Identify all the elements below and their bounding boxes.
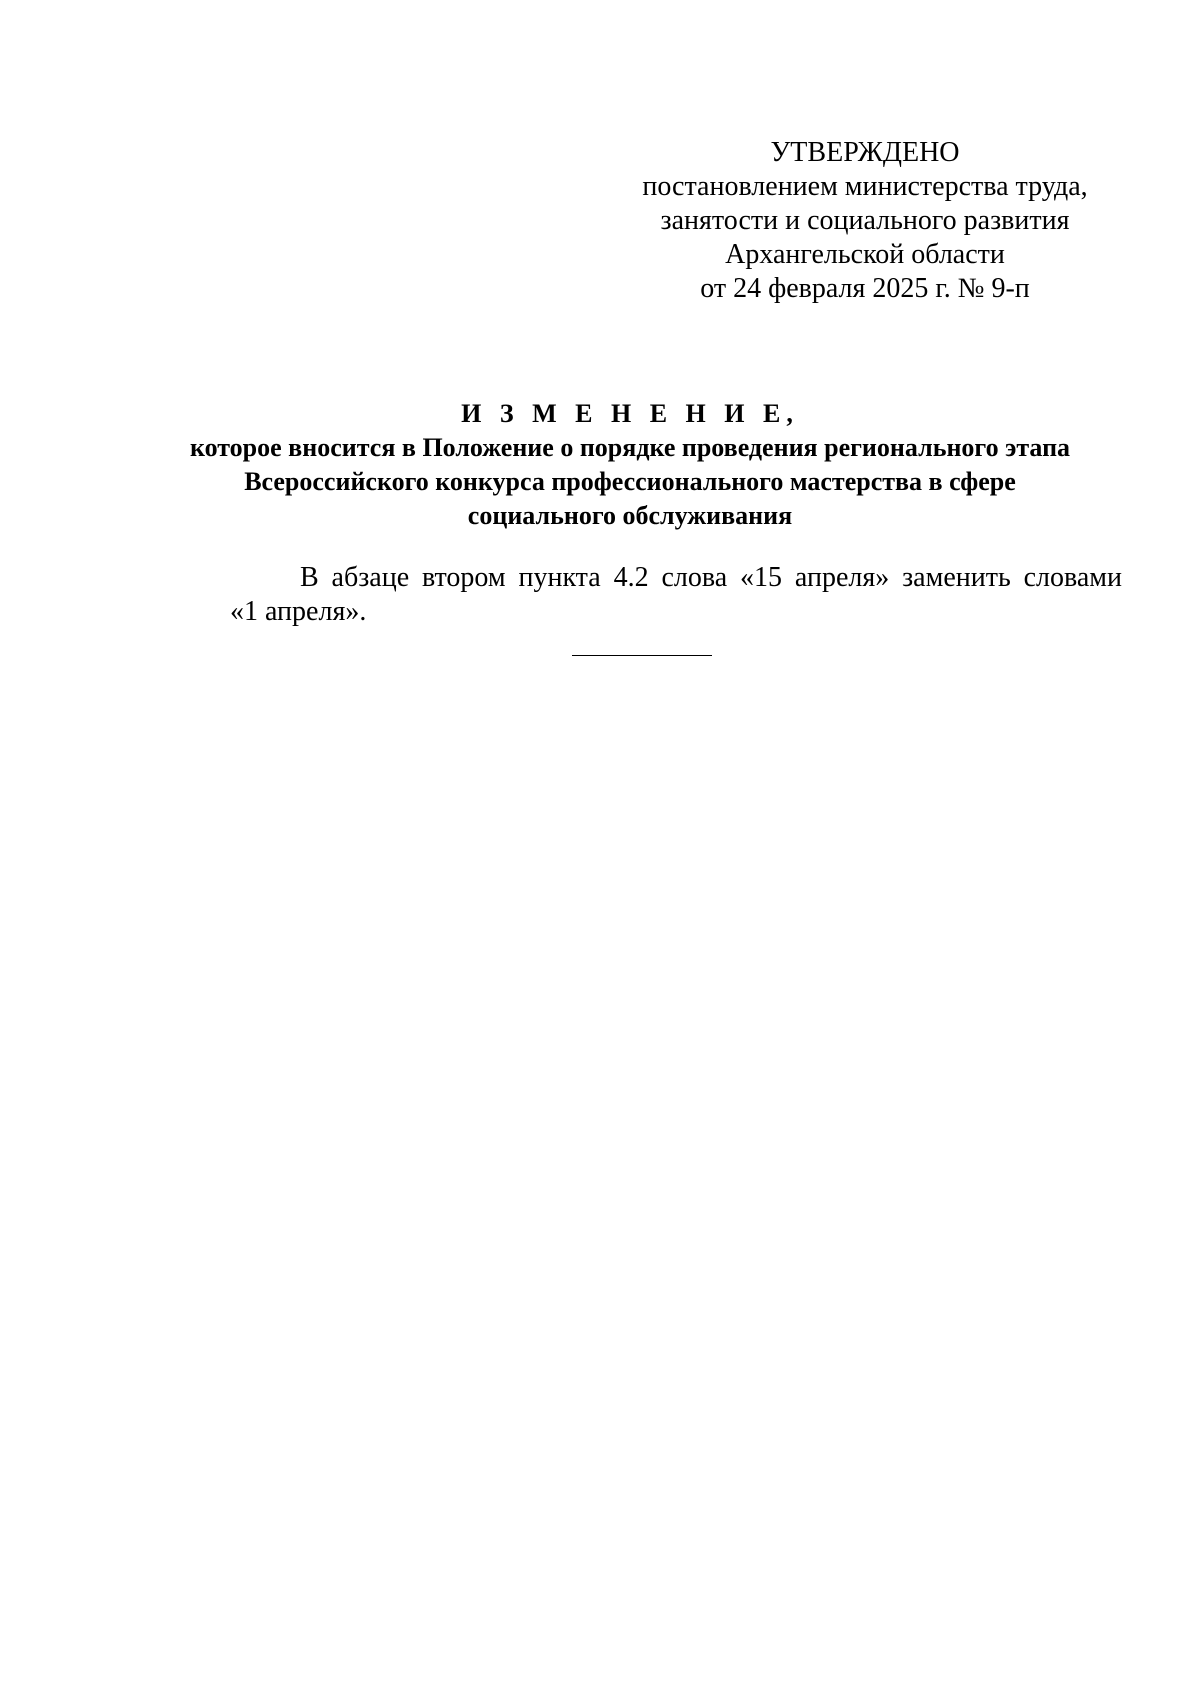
document-title-block bbox=[140, 397, 1120, 533]
approval-stamp-block bbox=[630, 136, 1100, 306]
document-subtitle-line: социального обслуживания bbox=[467, 501, 793, 530]
approval-date-number: от 24 февраля 2025 г. № 9-п bbox=[700, 273, 1030, 304]
document-subtitle-line: которое вносится в Положение о порядке проведения регионального этапа bbox=[189, 433, 1071, 462]
amendment-paragraph bbox=[230, 561, 1122, 629]
approval-authority-line: занятости и социального развития bbox=[660, 205, 1070, 236]
approval-label: УТВЕРЖДЕНО bbox=[770, 137, 960, 168]
end-of-document-rule bbox=[572, 655, 712, 656]
amendment-text-line: «1 апреля». bbox=[230, 596, 367, 627]
approval-region-line: Архангельской области bbox=[725, 239, 1005, 270]
document-subtitle-line: Всероссийского конкурса профессионального мастерства в сфере bbox=[244, 467, 1016, 496]
amendment-text-line: В абзаце втором пункта 4.2 слова «15 апреля» заменить словами bbox=[300, 562, 1122, 593]
document-heading: И З М Е Н Е Н И Е, bbox=[461, 399, 799, 428]
approval-authority-line: постановлением министерства труда, bbox=[642, 171, 1088, 202]
